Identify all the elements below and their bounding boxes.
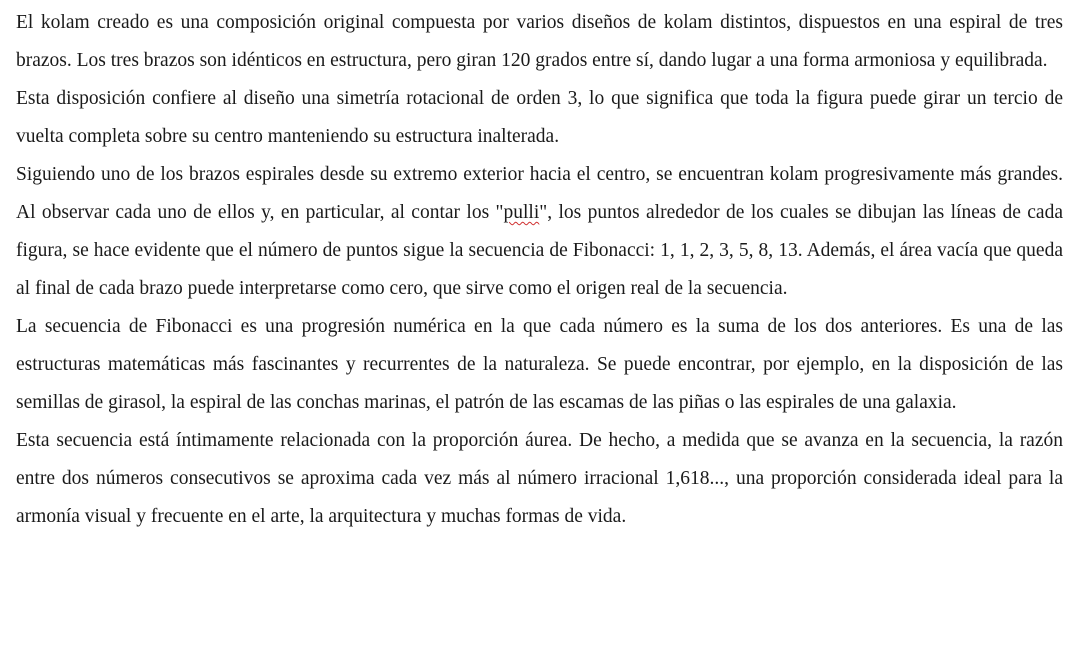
paragraph-golden-ratio: Esta secuencia está íntimamente relacionada con la proporción áurea. De hecho, a medida que se avanza en la secuencia, la razón entre dos números consecutivos se aproxima cada vez más al número irracional 1,618..., una proporción considerada ideal para la armonía visual y frecuente en el arte, la arquitectura y muchas formas de vida. [16, 430, 1063, 527]
paragraph-fibonacci-pulli-after: ", los puntos alrededor de los cuales se dibujan las líneas de cada figura, se hace evidente que el número de puntos sigue la secuencia de Fibonacci: 1, 1, 2, 3, 5, 8, 13. Además, el área vacía que queda al final de cada brazo puede interpretarse como cero, que sirve como el origen real de la secuencia. [16, 202, 1063, 299]
paragraph-fibonacci-pulli [16, 156, 1063, 308]
document-body[interactable] [16, 4, 1063, 536]
spellcheck-flagged-word[interactable]: pulli [503, 202, 540, 223]
paragraph-kolam-composition: El kolam creado es una composición original compuesta por varios diseños de kolam distintos, dispuestos en una espiral de tres brazos. Los tres brazos son idénticos en estructura, pero giran 120 grados entre sí, dando lugar a una forma armoniosa y equilibrada. [16, 12, 1063, 71]
paragraph-fibonacci-sequence: La secuencia de Fibonacci es una progresión numérica en la que cada número es la suma de los dos anteriores. Es una de las estructuras matemáticas más fascinantes y recurrentes de la naturaleza. Se puede encontrar, por ejemplo, en la disposición de las semillas de girasol, la espiral de las conchas marinas, el patrón de las escamas de las piñas o las espirales de una galaxia. [16, 316, 1063, 413]
paragraph-rotational-symmetry: Esta disposición confiere al diseño una simetría rotacional de orden 3, lo que significa que toda la figura puede girar un tercio de vuelta completa sobre su centro manteniendo su estructura inalterada. [16, 88, 1063, 147]
paragraph-fibonacci-pulli-before: Siguiendo uno de los brazos espirales desde su extremo exterior hacia el centro, se encuentran kolam progresivamente más grandes. Al observar cada uno de ellos y, en particular, al contar los " [16, 164, 1063, 223]
